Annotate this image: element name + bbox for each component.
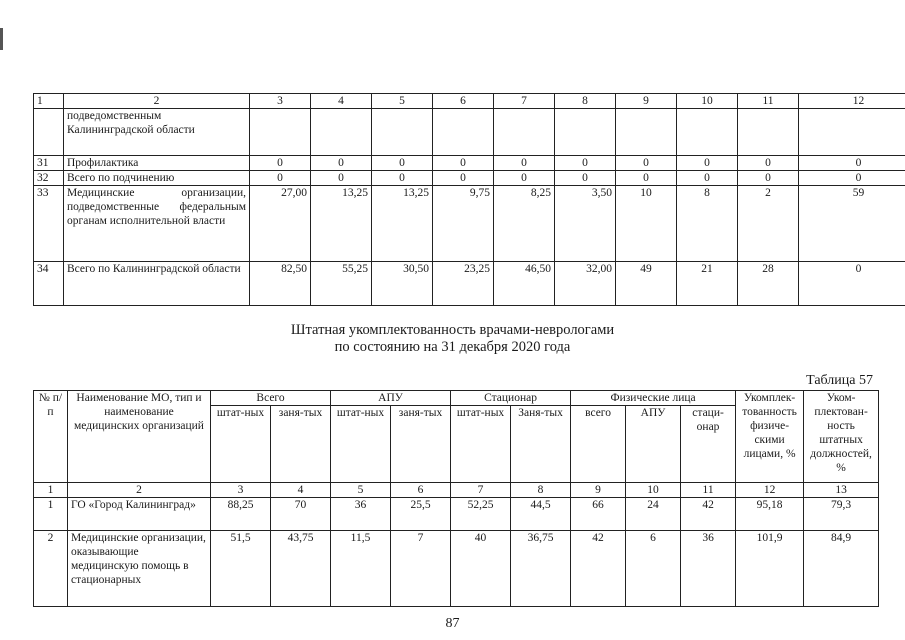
table-cell: 42 bbox=[571, 531, 626, 607]
table-cell: 13,25 bbox=[372, 186, 433, 262]
column-number: 4 bbox=[271, 483, 331, 498]
table-cell: 0 bbox=[738, 156, 799, 171]
table-cell: 0 bbox=[677, 171, 738, 186]
header-group-physical: Физические лица bbox=[571, 391, 736, 406]
table-cell bbox=[799, 109, 905, 156]
table-cell: 0 bbox=[311, 171, 372, 186]
header-sub-all: всего bbox=[571, 406, 626, 483]
table-title-line2: по состоянию на 31 декабря 2020 года bbox=[334, 339, 571, 355]
table-cell: 0 bbox=[616, 156, 677, 171]
table-cell: 40 bbox=[451, 531, 511, 607]
header-cell: 5 bbox=[372, 94, 433, 109]
table-cell: 52,25 bbox=[451, 498, 511, 531]
table-cell: 0 bbox=[250, 156, 311, 171]
table-row bbox=[34, 156, 905, 171]
table-cell: 7 bbox=[391, 531, 451, 607]
table-cell: 8,25 bbox=[494, 186, 555, 262]
table-cell: 66 bbox=[571, 498, 626, 531]
row-label: Медицинские организации, подведомственные федеральным органам исполнительной власти bbox=[64, 186, 250, 262]
table-cell: 95,18 bbox=[736, 498, 804, 531]
column-number: 2 bbox=[68, 483, 211, 498]
column-number: 8 bbox=[511, 483, 571, 498]
table-cell bbox=[311, 109, 372, 156]
header-group-apu: АПУ bbox=[331, 391, 451, 406]
header-cell: 2 bbox=[64, 94, 250, 109]
table-cell: 0 bbox=[799, 171, 905, 186]
table-cell bbox=[494, 109, 555, 156]
header-staffing-physical: Укомплек-тованность физиче-скими лицами, % bbox=[736, 391, 804, 483]
table-cell bbox=[555, 109, 616, 156]
header-cell: 12 bbox=[799, 94, 905, 109]
table-row bbox=[34, 262, 905, 306]
table-title-line1: Штатная укомплектованность врачами-неврологами bbox=[290, 322, 615, 338]
neurologists-prev-table bbox=[33, 93, 905, 306]
header-cell: 11 bbox=[738, 94, 799, 109]
table-cell: 0 bbox=[311, 156, 372, 171]
table-cell: 49 bbox=[616, 262, 677, 306]
page-number: 87 bbox=[445, 616, 460, 631]
column-number: 7 bbox=[451, 483, 511, 498]
header-row-groups bbox=[34, 391, 879, 406]
table-cell: 10 bbox=[616, 186, 677, 262]
row-label: Всего по Калининградской области bbox=[64, 262, 250, 306]
row-number bbox=[34, 109, 64, 156]
table-cell: 0 bbox=[372, 156, 433, 171]
table-cell: 82,50 bbox=[250, 262, 311, 306]
table-cell: 42 bbox=[681, 498, 736, 531]
table-cell bbox=[616, 109, 677, 156]
row-number: 31 bbox=[34, 156, 64, 171]
column-number: 13 bbox=[804, 483, 879, 498]
table-row bbox=[34, 109, 905, 156]
table-cell: 43,75 bbox=[271, 531, 331, 607]
table-number: Таблица 57 bbox=[806, 373, 873, 388]
row-label: Профилактика bbox=[64, 156, 250, 171]
table-cell: 2 bbox=[738, 186, 799, 262]
table-row bbox=[34, 171, 905, 186]
table-cell: 46,50 bbox=[494, 262, 555, 306]
table-cell: 8 bbox=[677, 186, 738, 262]
header-group-total: Всего bbox=[211, 391, 331, 406]
table-cell: 0 bbox=[738, 171, 799, 186]
table-cell: 21 bbox=[677, 262, 738, 306]
header-sub-occupied: заня-тых bbox=[271, 406, 331, 483]
table-cell: 0 bbox=[433, 171, 494, 186]
table-cell: 3,50 bbox=[555, 186, 616, 262]
table-cell: 51,5 bbox=[211, 531, 271, 607]
header-sub-occupied: Заня-тых bbox=[511, 406, 571, 483]
header-cell: 8 bbox=[555, 94, 616, 109]
table-cell: 0 bbox=[555, 156, 616, 171]
table-cell bbox=[677, 109, 738, 156]
table-cell: 24 bbox=[626, 498, 681, 531]
header-cell: 6 bbox=[433, 94, 494, 109]
row-number: 34 bbox=[34, 262, 64, 306]
column-number: 11 bbox=[681, 483, 736, 498]
table-cell: 36,75 bbox=[511, 531, 571, 607]
table-cell: 55,25 bbox=[311, 262, 372, 306]
table-cell: 11,5 bbox=[331, 531, 391, 607]
table-cell: 36 bbox=[681, 531, 736, 607]
table-cell bbox=[250, 109, 311, 156]
header-name: Наименование МО, тип и наименование медицинских организаций bbox=[68, 391, 211, 483]
table-cell: 0 bbox=[494, 171, 555, 186]
column-number: 3 bbox=[211, 483, 271, 498]
table-cell: 44,5 bbox=[511, 498, 571, 531]
table-cell: 9,75 bbox=[433, 186, 494, 262]
scan-artifact bbox=[0, 28, 3, 50]
table-cell: 13,25 bbox=[311, 186, 372, 262]
table-cell: 101,9 bbox=[736, 531, 804, 607]
column-number: 6 bbox=[391, 483, 451, 498]
table-cell: 28 bbox=[738, 262, 799, 306]
table-cell bbox=[738, 109, 799, 156]
header-cell: 9 bbox=[616, 94, 677, 109]
header-sub-staff: штат-ных bbox=[451, 406, 511, 483]
header-staffing-positions: Уком-плектован-ность штатных должностей, % bbox=[804, 391, 879, 483]
row-number: 32 bbox=[34, 171, 64, 186]
table-cell: 70 bbox=[271, 498, 331, 531]
header-cell: 10 bbox=[677, 94, 738, 109]
row-number: 33 bbox=[34, 186, 64, 262]
table-cell: 0 bbox=[250, 171, 311, 186]
column-number: 10 bbox=[626, 483, 681, 498]
table-cell: 32,00 bbox=[555, 262, 616, 306]
table-cell: 0 bbox=[799, 156, 905, 171]
table-cell: 59 bbox=[799, 186, 905, 262]
table-cell: 0 bbox=[433, 156, 494, 171]
column-number: 5 bbox=[331, 483, 391, 498]
row-label: Медицинские организации, оказывающие медицинскую помощь в стационарных bbox=[68, 531, 211, 607]
table-row bbox=[34, 498, 879, 531]
table-cell bbox=[372, 109, 433, 156]
table-cell: 0 bbox=[555, 171, 616, 186]
row-label: ГО «Город Калининград» bbox=[68, 498, 211, 531]
table-cell: 84,9 bbox=[804, 531, 879, 607]
table-cell: 0 bbox=[616, 171, 677, 186]
table-cell: 0 bbox=[799, 262, 905, 306]
header-sub-apu: АПУ bbox=[626, 406, 681, 483]
table-cell: 0 bbox=[372, 171, 433, 186]
table-cell: 0 bbox=[494, 156, 555, 171]
header-cell: 4 bbox=[311, 94, 372, 109]
header-cell: 3 bbox=[250, 94, 311, 109]
column-number: 1 bbox=[34, 483, 68, 498]
table-cell: 0 bbox=[677, 156, 738, 171]
table-cell: 30,50 bbox=[372, 262, 433, 306]
table-cell: 23,25 bbox=[433, 262, 494, 306]
header-sub-hospital: стаци-онар bbox=[681, 406, 736, 483]
header-sub-staff: штат-ных bbox=[211, 406, 271, 483]
table-row bbox=[34, 531, 879, 607]
neurologists-staffing-table bbox=[33, 390, 879, 607]
header-sub-staff: штат-ных bbox=[331, 406, 391, 483]
table-cell bbox=[433, 109, 494, 156]
header-number: № п/п bbox=[34, 391, 68, 483]
row-number: 1 bbox=[34, 498, 68, 531]
header-group-hospital: Стационар bbox=[451, 391, 571, 406]
table-header-row bbox=[34, 94, 905, 109]
column-number: 12 bbox=[736, 483, 804, 498]
table-cell: 79,3 bbox=[804, 498, 879, 531]
row-label: Всего по подчинению bbox=[64, 171, 250, 186]
table-row bbox=[34, 186, 905, 262]
header-cell: 1 bbox=[34, 94, 64, 109]
column-number: 9 bbox=[571, 483, 626, 498]
table-cell: 27,00 bbox=[250, 186, 311, 262]
column-number-row bbox=[34, 483, 879, 498]
header-sub-occupied: заня-тых bbox=[391, 406, 451, 483]
row-number: 2 bbox=[34, 531, 68, 607]
table-cell: 36 bbox=[331, 498, 391, 531]
table-cell: 88,25 bbox=[211, 498, 271, 531]
header-cell: 7 bbox=[494, 94, 555, 109]
table-cell: 25,5 bbox=[391, 498, 451, 531]
table-cell: 6 bbox=[626, 531, 681, 607]
row-label: подведомственным Калининградской области bbox=[64, 109, 250, 156]
